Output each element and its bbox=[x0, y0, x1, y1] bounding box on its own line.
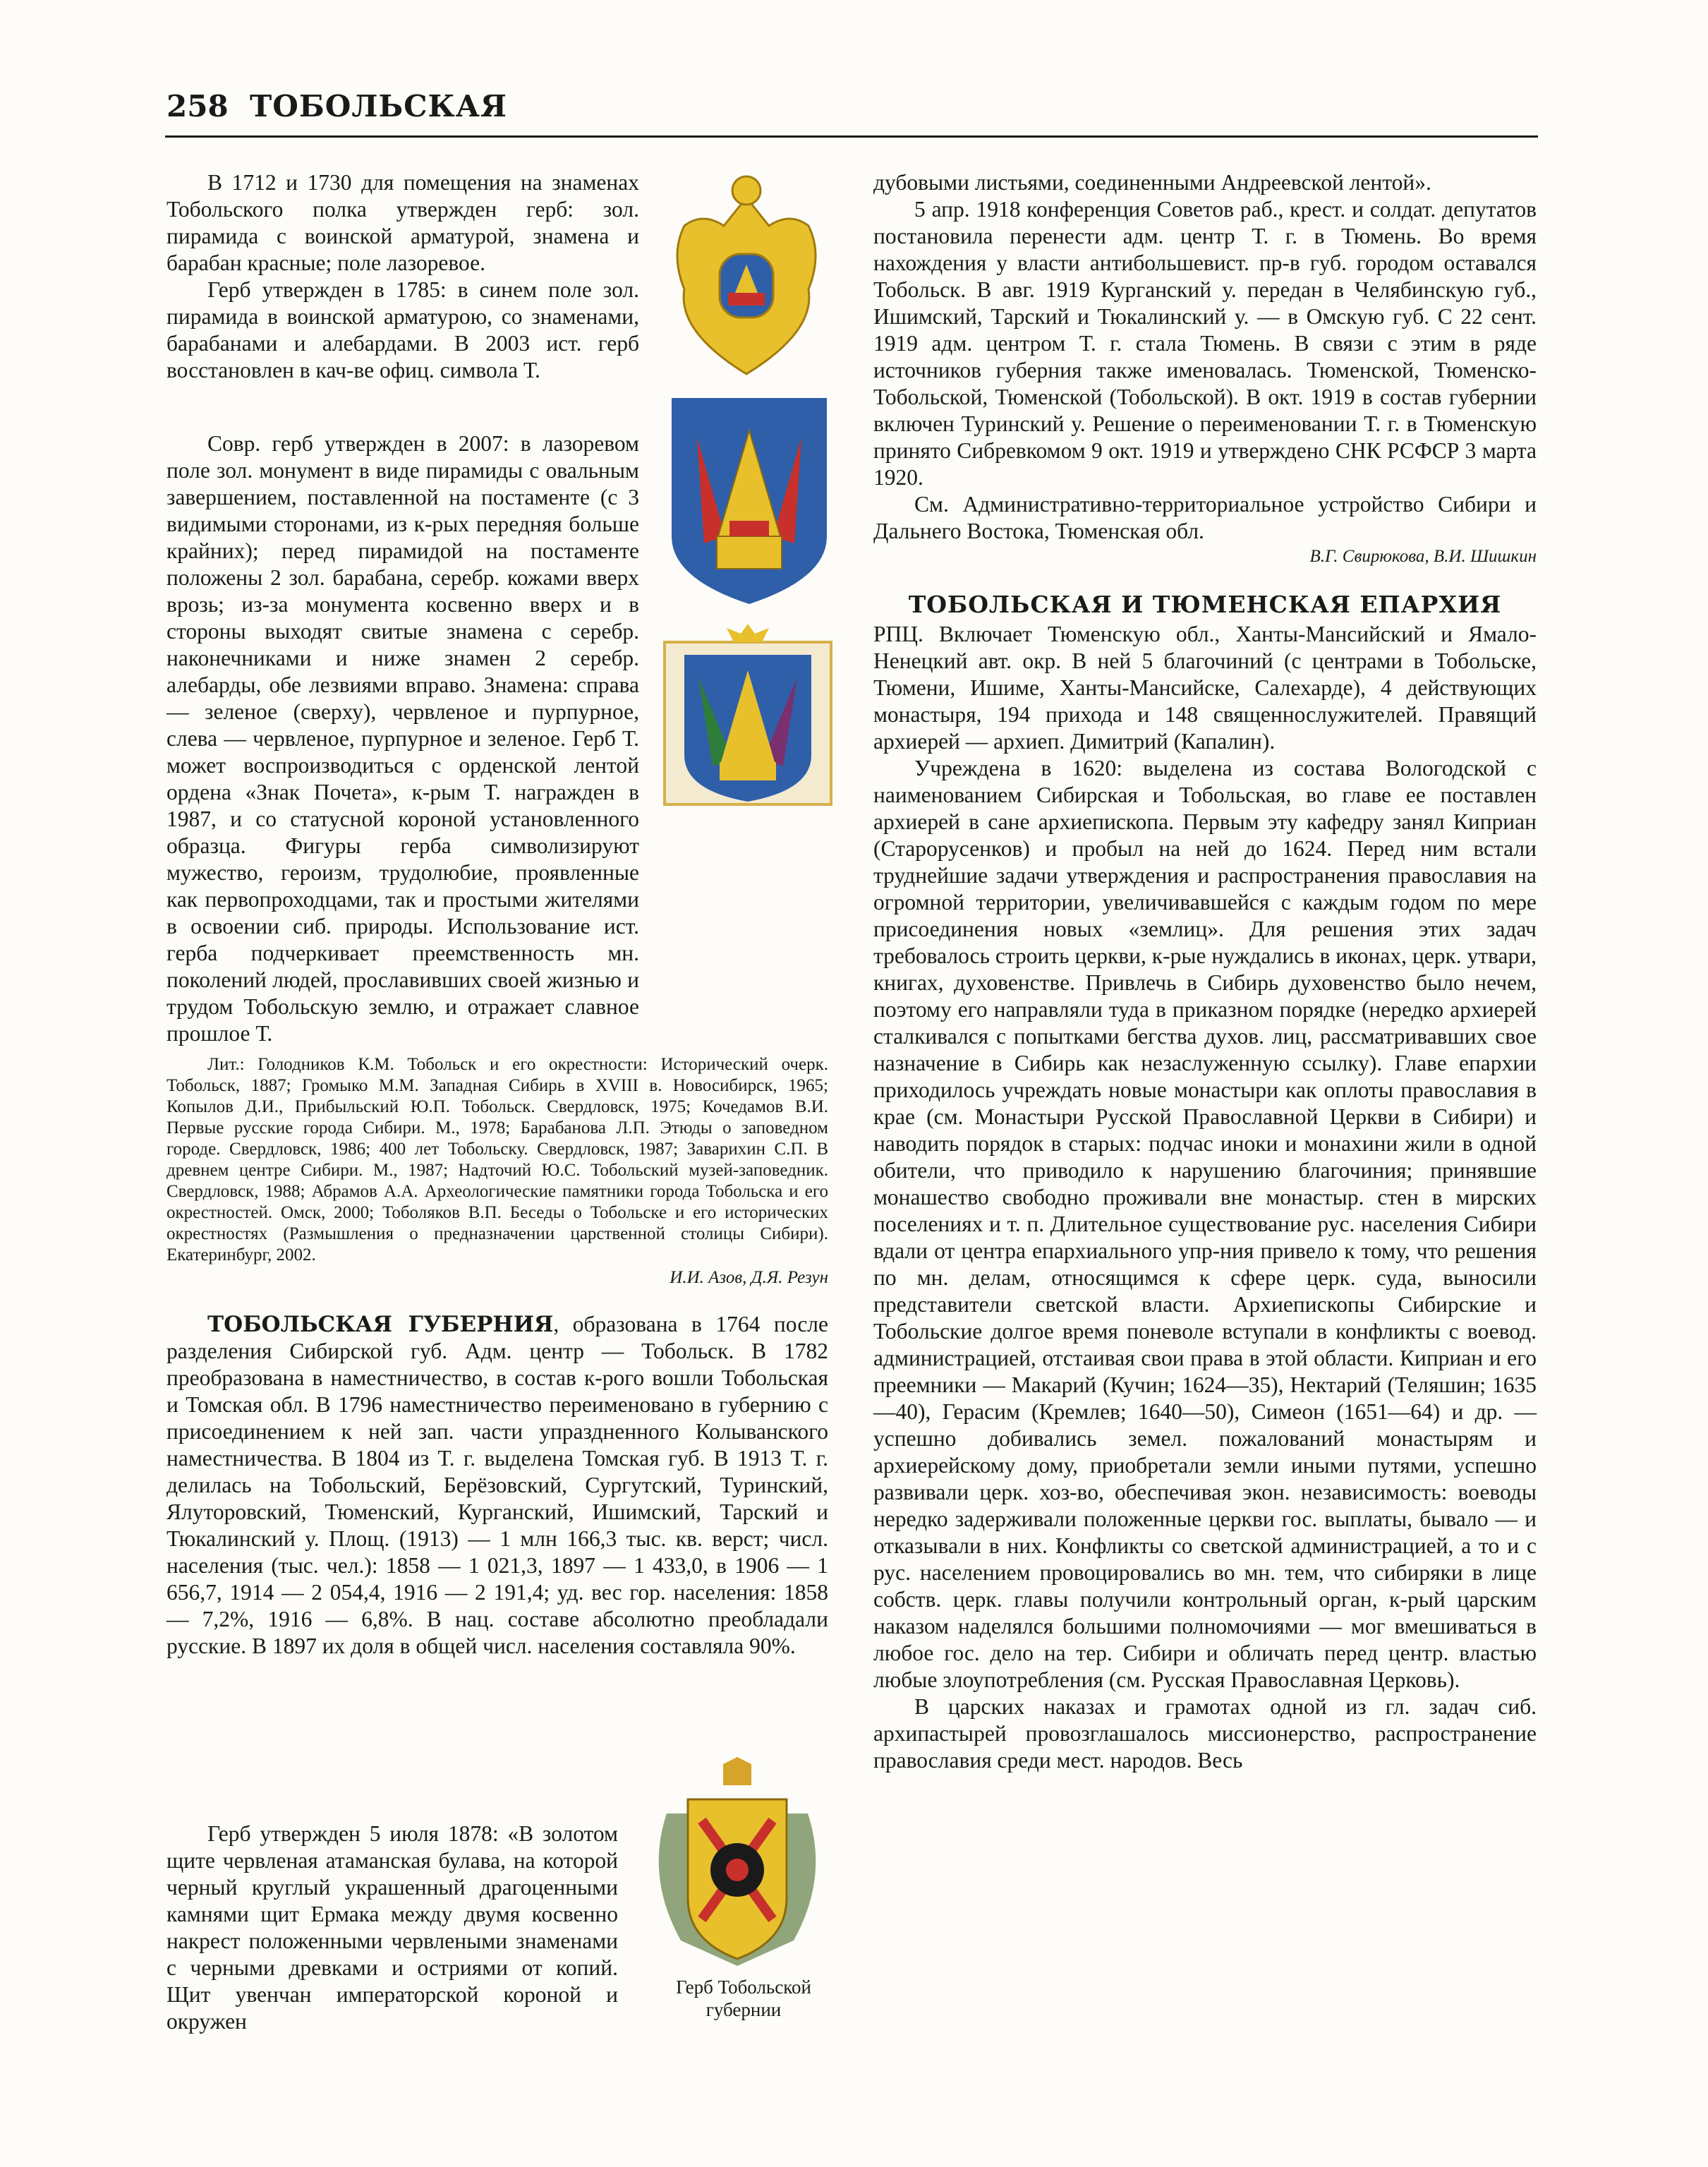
column-left-bottom bbox=[166, 1821, 618, 2035]
coat-of-arms-gubernia bbox=[638, 1757, 836, 1969]
column-left-mid bbox=[166, 430, 828, 1660]
paragraph-1712: В 1712 и 1730 для помещения на знаменах Тобольского полка утвержден герб: зол. пирамида с воинской арматурой, знамена и барабан красные; поле лазоревое. bbox=[166, 170, 639, 275]
column-left-top bbox=[166, 169, 639, 384]
running-title: ТОБОЛЬСКАЯ bbox=[250, 89, 507, 123]
coat-of-arms-2007 bbox=[663, 621, 832, 811]
coat-of-arms-1730 bbox=[663, 169, 830, 381]
paragraph-gerb-1878: Герб утвержден 5 июля 1878: «В золотом щите червленая атаманская булава, на которой черный круглый украшенный драгоценными камнями щит Ермака между двумя косвенно накрест положенными червлеными знаменами с черными древками и остриями от копий. Щит увенчан императорской короной и окружен bbox=[166, 1821, 618, 2034]
eparchy-heading: ТОБОЛЬСКАЯ И ТЮМЕНСКАЯ ЕПАРХИЯ bbox=[908, 591, 1502, 618]
page-number: 258 bbox=[166, 89, 229, 123]
column-right bbox=[873, 169, 1537, 1774]
paragraph-continued: дубовыми листьями, соединенными Андреевской лентой». bbox=[873, 170, 1431, 195]
eparchy-history: Учреждена в 1620: выделена из состава Вологодской с наименованием Сибирская и Тобольская, во главе ее поставлен архиерей в сане архиепископа. Первым эту кафедру занял Киприан (Старорусенков) и пробыл на ней до 1624. Перед ним встали труднейшие задачи утверждения и распространения православия на огромной территории, увеличивавшейся с каждым годом по мере присоединения новых «землиц». Для решения этих задач требовалось строить церкви, к-рые нуждались в иконах, церк. утвари, книгах, духовенстве. Привлечь в Сибирь духовенство было нечем, поэтому его направляли туда в приказном порядке (нередко архиерей сталкивался с попытками бегства духов. лиц, рассматривавших свое назначение в Сибирь как незаслуженную ссылку). Главе епархии приходилось учреждать новые монастыри как оплоты православия в крае (см. Монастыри Русской Православной Церкви в Сибири) и наводить порядок в старых: подчас иноки и монахини жили в одной обители, что приводило к нарушению благочиния; принявшие монашество свободно проживали вне монастыр. стен в мирских поселениях и т. п. Длительное существование рус. населения Сибири вдали от центра епархиального упр-ния привело к тому, что решения по мн. делам, относящимся к сфере церк. суда, выносили представители светской власти. Архиепископы Сибирские и Тобольские долгое время поневоле вступали в конфликты с воевод. администрацией, отстаивая свои права в этой области. Киприан и его преемники — Макарий (Кучин; 1624—35), Нектарий (Теляшин; 1635—40), Герасим (Кремлев; 1640—50), Симеон (1651—64) и др. — успешно добивались земел. пожалований монастырям и архиерейскому дому, приобретали земли иными путями, успешно развивали церк. хоз-во, обеспечивая экон. независимость: воеводы нередко задерживали положенные церкви гос. выплаты, бывало — и отказывали в них. Конфликты со светской администрацией, а то и с рус. населением провоцировались во мн. тем, что сибиряки в лице собств. церк. главы получили контрольный орган, к-рый царским наказом наделялся большими полномочиями — мог вмешиваться в любое гос. дело на тер. Сибири и обличать перед центр. властью любые злоупотребления (см. Русская Православная Церковь). bbox=[873, 756, 1537, 1692]
eparchy-mission: В царских наказах и грамотах одной из гл. задач сиб. архипастырей провозглашалось миссионерство, распространение православия среди мест. народов. Весь bbox=[873, 1694, 1537, 1773]
signature-1: И.И. Азов, Д.Я. Резун bbox=[670, 1268, 828, 1287]
gubernia-entry bbox=[166, 1311, 828, 1660]
emblem-caption: Герб Тобольской губернии bbox=[676, 1976, 811, 2020]
literature: Лит.: Голодников К.М. Тобольск и его окрестности: Исторический очерк. Тобольск, 1887; Громыко М.М. Западная Сибирь в XVIII в. Новосибирск, 1965; Копылов Д.И., Прибыльский Ю.П. Тобольск. Свердловск, 1975; Кочедамов В.И. Первые русские города Сибири. М., 1978; Барабанова Л.П. Этюды о заповедном городе. Свердловск, 1986; 400 лет Тобольску. Свердловск, 1987; Заварихин С.П. В древнем центре Сибири. М., 1987; Надточий Ю.С. Тобольский музей-заповедник. Свердловск, 1988; Абрамов А.А. Археологические памятники города Тобольска и его окрестностей. Омск, 2000; Тоболяков В.П. Беседы о Тобольске и его исторических окрестностях (Размышления о предназначении царственной столицы Сибири). Екатеринбург, 2002. bbox=[166, 1055, 828, 1264]
coat-of-arms-1785 bbox=[669, 395, 830, 607]
signature-2: В.Г. Свирюкова, В.И. Шишкин bbox=[1309, 547, 1537, 566]
eparchy-intro: РПЦ. Включает Тюменскую обл., Ханты-Мансийский и Ямало-Ненецкий авт. окр. В ней 5 благочиний (с центрами в Тобольске, Тюмени, Ишиме, Ханты-Мансийске, Салехарде), 4 действующих монастыря, 194 прихода и 148 священнослужителей. Правящий архиерей — архиеп. Димитрий (Капалин). bbox=[873, 622, 1537, 754]
paragraph-1918: 5 апр. 1918 конференция Советов раб., крест. и солдат. депутатов постановила перенести адм. центр Т. г. в Тюмень. Во время нахождения у власти антибольшевист. пр-в губ. городом оставался Тобольск. В авг. 1919 Курганский у. передан в Челябинскую губ., Ишимский, Тарский и Тюкалинский у. — в Омскую губ. С 22 сент. 1919 адм. центром Т. г. стала Тюмень. В связи с этим в ряде источников губерния также именовалась. Тюменской, Тюменско-Тобольской, Тюменской (Тобольской). В окт. 1919 в состав губернии включен Туринский у. Решение о переименовании Т. г. в Тюменскую принято Сибревкомом 9 окт. 1919 и утверждено СНК РСФСР 3 марта 1920. bbox=[873, 197, 1537, 490]
see-also: См. Административно-территориальное устройство Сибири и Дальнего Востока, Тюменская обл. bbox=[873, 492, 1537, 543]
gubernia-heading: ТОБОЛЬСКАЯ ГУБЕРНИЯ bbox=[207, 1312, 554, 1337]
paragraph-1785: Герб утвержден в 1785: в синем поле зол. пирамида в воинской арматурою, со знаменами, барабанами и алебардами. В 2003 ист. герб восстановлен в кач-ве офиц. символа Т. bbox=[166, 277, 639, 382]
page-header bbox=[165, 79, 1538, 138]
gubernia-text: , образована в 1764 после разделения Сибирской губ. Адм. центр — Тобольск. В 1782 преобразована в наместничество, в состав к-рого вошли Тобольская и Томская обл. В 1796 наместничество переименовано в губернию с присоединением к ней зап. части упраздненного Колыванского наместничества. В 1804 из Т. г. выделена Томская губ. В 1913 Т. г. делилась на Тобольский, Берёзовский, Сургутский, Туринский, Ялуторовский, Тюменский, Курганский, Ишимский, Тарский и Тюкалинский у. Площ. (1913) — 1 млн 166,3 тыс. кв. верст; числ. населения (тыс. чел.): 1858 — 1 021,3, 1897 — 1 433,0, в 1906 — 1 656,7, 1914 — 2 054,4, 1916 — 2 191,4; уд. вес гор. населения: 1858 — 7,2%, 1916 — 6,8%. В нац. составе абсолютно преобладали русские. В 1897 их доля в общей числ. населения составляла 90%. bbox=[166, 1312, 829, 1658]
paragraph-2007: Совр. герб утвержден в 2007: в лазоревом поле зол. монумент в виде пирамиды с овальным завершением, поставленной на постаменте (с 3 видимыми сторонами, из к-рых передняя больше крайних); перед пирамидой на постаменте положены 2 зол. барабана, серебр. кожами вверх врозь; из-за монумента косвенно вверх и в стороны выходят свитые знамена с серебр. наконечниками и ниже знамен 2 серебр. алебарды, обе лезвиями вправо. Знамена: справа — зеленое (сверху), червленое и пурпурное, слева — червленое, пурпурное и зеленое. Герб Т. может воспроизводиться с орденской лентой ордена «Знак Почета», к-рым Т. награжден в 1987, и со статусной короной установленного образца. Фигуры герба символизируют мужество, героизм, трудолюбие, проявленные как первопроходцами, так и простыми жителями в освоении сиб. природы. Использование ист. герба подчеркивает преемственность мн. поколений людей, прославивших своей жизнью и трудом Тобольскую землю, и отражает славное прошлое Т. bbox=[166, 431, 639, 1046]
